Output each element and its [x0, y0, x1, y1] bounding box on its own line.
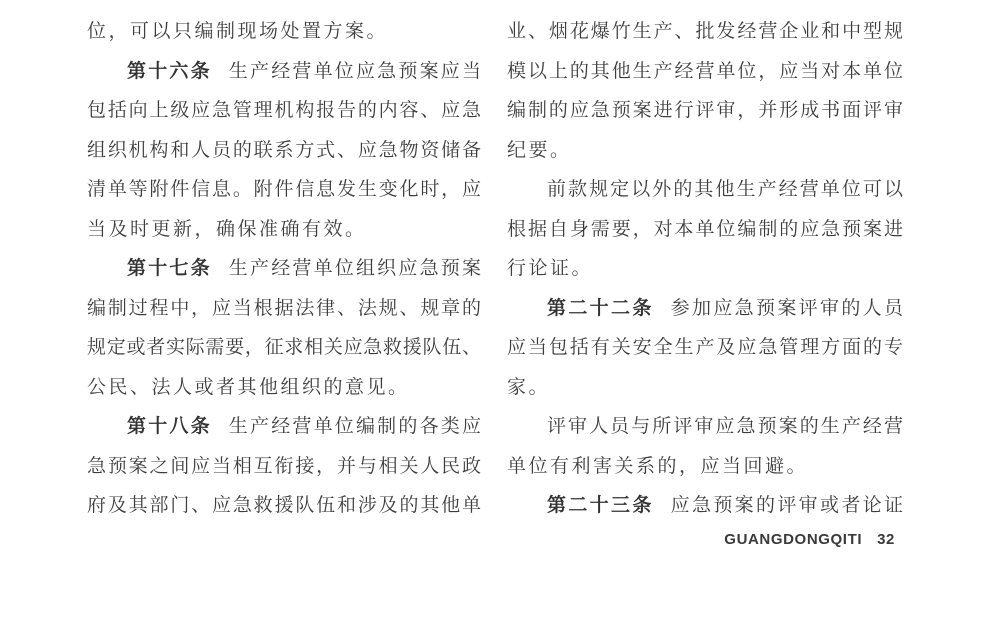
text-line — [507, 328, 903, 368]
text-line — [87, 328, 481, 368]
line-text: 编制的应急预案进行评审，并形成书面评审 — [507, 100, 903, 121]
text-line — [87, 249, 481, 289]
footer-page-number: 32 — [877, 531, 895, 548]
article-number: 第十六条 — [127, 60, 212, 82]
text-line — [87, 447, 481, 487]
text-line — [87, 289, 481, 329]
text-line — [507, 289, 903, 329]
line-text: 纪要。 — [507, 139, 572, 161]
text-line — [507, 368, 903, 408]
line-text: 组织机构和人员的联系方式、应急物资储备 — [87, 139, 481, 161]
text-line — [507, 407, 903, 447]
text-line — [87, 210, 481, 250]
line-text: 当及时更新，确保准确有效。 — [87, 218, 367, 240]
right-text-column — [507, 12, 903, 526]
text-line — [87, 407, 481, 447]
text-line — [87, 91, 481, 131]
line-text: 参加应急预案评审的人员 — [670, 297, 903, 319]
footer-journal-label: GUANGDONGQITI — [724, 531, 863, 548]
line-text: 行论证。 — [507, 258, 594, 279]
text-line — [507, 486, 903, 526]
line-text: 评审人员与所评审应急预案的生产经营 — [547, 416, 903, 437]
text-line — [507, 131, 903, 171]
line-text: 模以上的其他生产经营单位，应当对本单位 — [507, 60, 903, 82]
line-text: 府及其部门、应急救援队伍和涉及的其他单 — [87, 495, 481, 516]
text-line — [87, 12, 481, 52]
line-text: 前款规定以外的其他生产经营单位可以 — [547, 179, 903, 200]
line-text: 生产经营单位应急预案应当 — [228, 60, 481, 82]
line-text: 编制过程中，应当根据法律、法规、规章的 — [87, 297, 481, 319]
article-number: 第二十二条 — [547, 297, 654, 319]
line-text: 生产经营单位组织应急预案 — [228, 258, 481, 279]
text-line — [507, 170, 903, 210]
line-text: 规定或者实际需要，征求相关应急救援队伍、 — [87, 337, 481, 358]
text-line — [507, 249, 903, 289]
text-line — [507, 52, 903, 92]
article-number: 第十七条 — [127, 258, 212, 279]
line-text: 家。 — [507, 376, 551, 398]
text-line — [507, 447, 903, 487]
line-text: 急预案之间应当相互衔接，并与相关人民政 — [87, 455, 481, 477]
page-footer — [724, 531, 895, 548]
text-line — [87, 486, 481, 526]
text-line — [507, 12, 903, 52]
article-number: 第十八条 — [127, 416, 212, 437]
line-text: 公民、法人或者其他组织的意见。 — [87, 376, 410, 398]
line-text: 根据自身需要，对本单位编制的应急预案进 — [507, 218, 903, 240]
left-text-column — [87, 12, 481, 526]
line-text: 应急预案的评审或者论证 — [670, 495, 903, 516]
text-line — [87, 170, 481, 210]
line-text: 包括向上级应急管理机构报告的内容、应急 — [87, 100, 481, 121]
line-text: 业、烟花爆竹生产、批发经营企业和中型规 — [507, 21, 903, 42]
line-text: 应当包括有关安全生产及应急管理方面的专 — [507, 337, 903, 358]
article-number: 第二十三条 — [547, 495, 654, 516]
text-line — [87, 52, 481, 92]
line-text: 位，可以只编制现场处置方案。 — [87, 21, 389, 42]
text-line — [507, 210, 903, 250]
text-line — [87, 131, 481, 171]
line-text: 生产经营单位编制的各类应 — [228, 416, 481, 437]
line-text: 清单等附件信息。附件信息发生变化时，应 — [87, 179, 481, 200]
text-line — [507, 91, 903, 131]
text-line — [87, 368, 481, 408]
line-text: 单位有利害关系的，应当回避。 — [507, 455, 809, 477]
